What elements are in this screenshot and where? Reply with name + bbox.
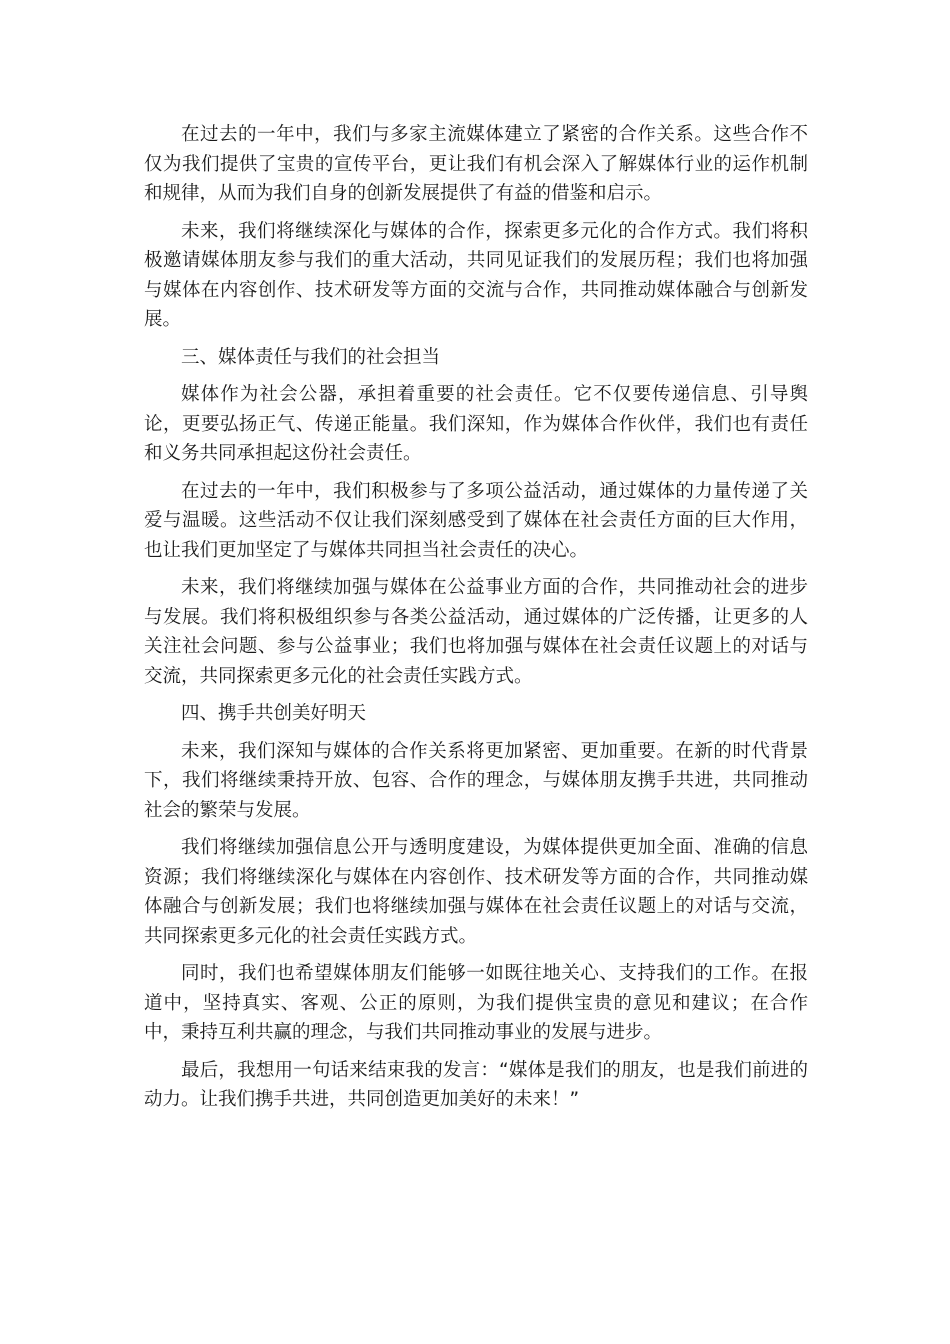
paragraph-cooperation-future: 未来，我们将继续深化与媒体的合作，探索更多元化的合作方式。我们将积极邀请媒体朋友参与我们的重大活动，共同见证我们的发展历程；我们也将加强与媒体在内容创作、技术研发等方面的交流与合作，共同推动媒体融合与创新发展。 (144, 220, 808, 330)
paragraph-support-request: 同时，我们也希望媒体朋友们能够一如既往地关心、支持我们的工作。在报道中，坚持真实、客观、公正的原则，为我们提供宝贵的意见和建议；在合作中，秉持互利共赢的理念，与我们共同推动事业的发展与进步。 (144, 963, 808, 1043)
paragraph-cooperation-past: 在过去的一年中，我们与多家主流媒体建立了紧密的合作关系。这些合作不仅为我们提供了宝贵的宣传平台，更让我们有机会深入了解媒体行业的运作机制和规律，从而为我们自身的创新发展提供了有益的借鉴和启示。 (144, 124, 808, 204)
paragraph-transparency: 我们将继续加强信息公开与透明度建设，为媒体提供更加全面、准确的信息资源；我们将继续深化与媒体在内容创作、技术研发等方面的合作，共同推动媒体融合与创新发展；我们也将继续加强与媒体在社会责任议题上的对话与交流，共同探索更多元化的社会责任实践方式。 (144, 837, 808, 947)
paragraph-closing-remarks: 最后，我想用一句话来结束我的发言：“媒体是我们的朋友，也是我们前进的动力。让我们携手共进，共同创造更加美好的未来！” (144, 1059, 808, 1110)
paragraph-closer-relationship: 未来，我们深知与媒体的合作关系将更加紧密、更加重要。在新的时代背景下，我们将继续秉持开放、包容、合作的理念，与媒体朋友携手共进，共同推动社会的繁荣与发展。 (144, 740, 808, 821)
paragraph-media-responsibility: 媒体作为社会公器，承担着重要的社会责任。它不仅要传递信息、引导舆论，更要弘扬正气、传递正能量。我们深知，作为媒体合作伙伴，我们也有责任和义务共同承担起这份社会责任。 (144, 384, 808, 464)
paragraph-public-welfare-future: 未来，我们将继续加强与媒体在公益事业方面的合作，共同推动社会的进步与发展。我们将积极组织参与各类公益活动，通过媒体的广泛传播，让更多的人关注社会问题、参与公益事业；我们也将加强与媒体在社会责任议题上的对话与交流，共同探索更多元化的社会责任实践方式。 (144, 577, 808, 687)
document-body (144, 120, 808, 1123)
section-heading-3: 三、媒体责任与我们的社会担当 (181, 346, 441, 368)
section-heading-4: 四、携手共创美好明天 (181, 703, 367, 724)
paragraph-public-welfare-past: 在过去的一年中，我们积极参与了多项公益活动，通过媒体的力量传递了关爱与温暖。这些活动不仅让我们深刻感受到了媒体在社会责任方面的巨大作用，也让我们更加坚定了与媒体共同担当社会责任的决心。 (144, 480, 808, 561)
